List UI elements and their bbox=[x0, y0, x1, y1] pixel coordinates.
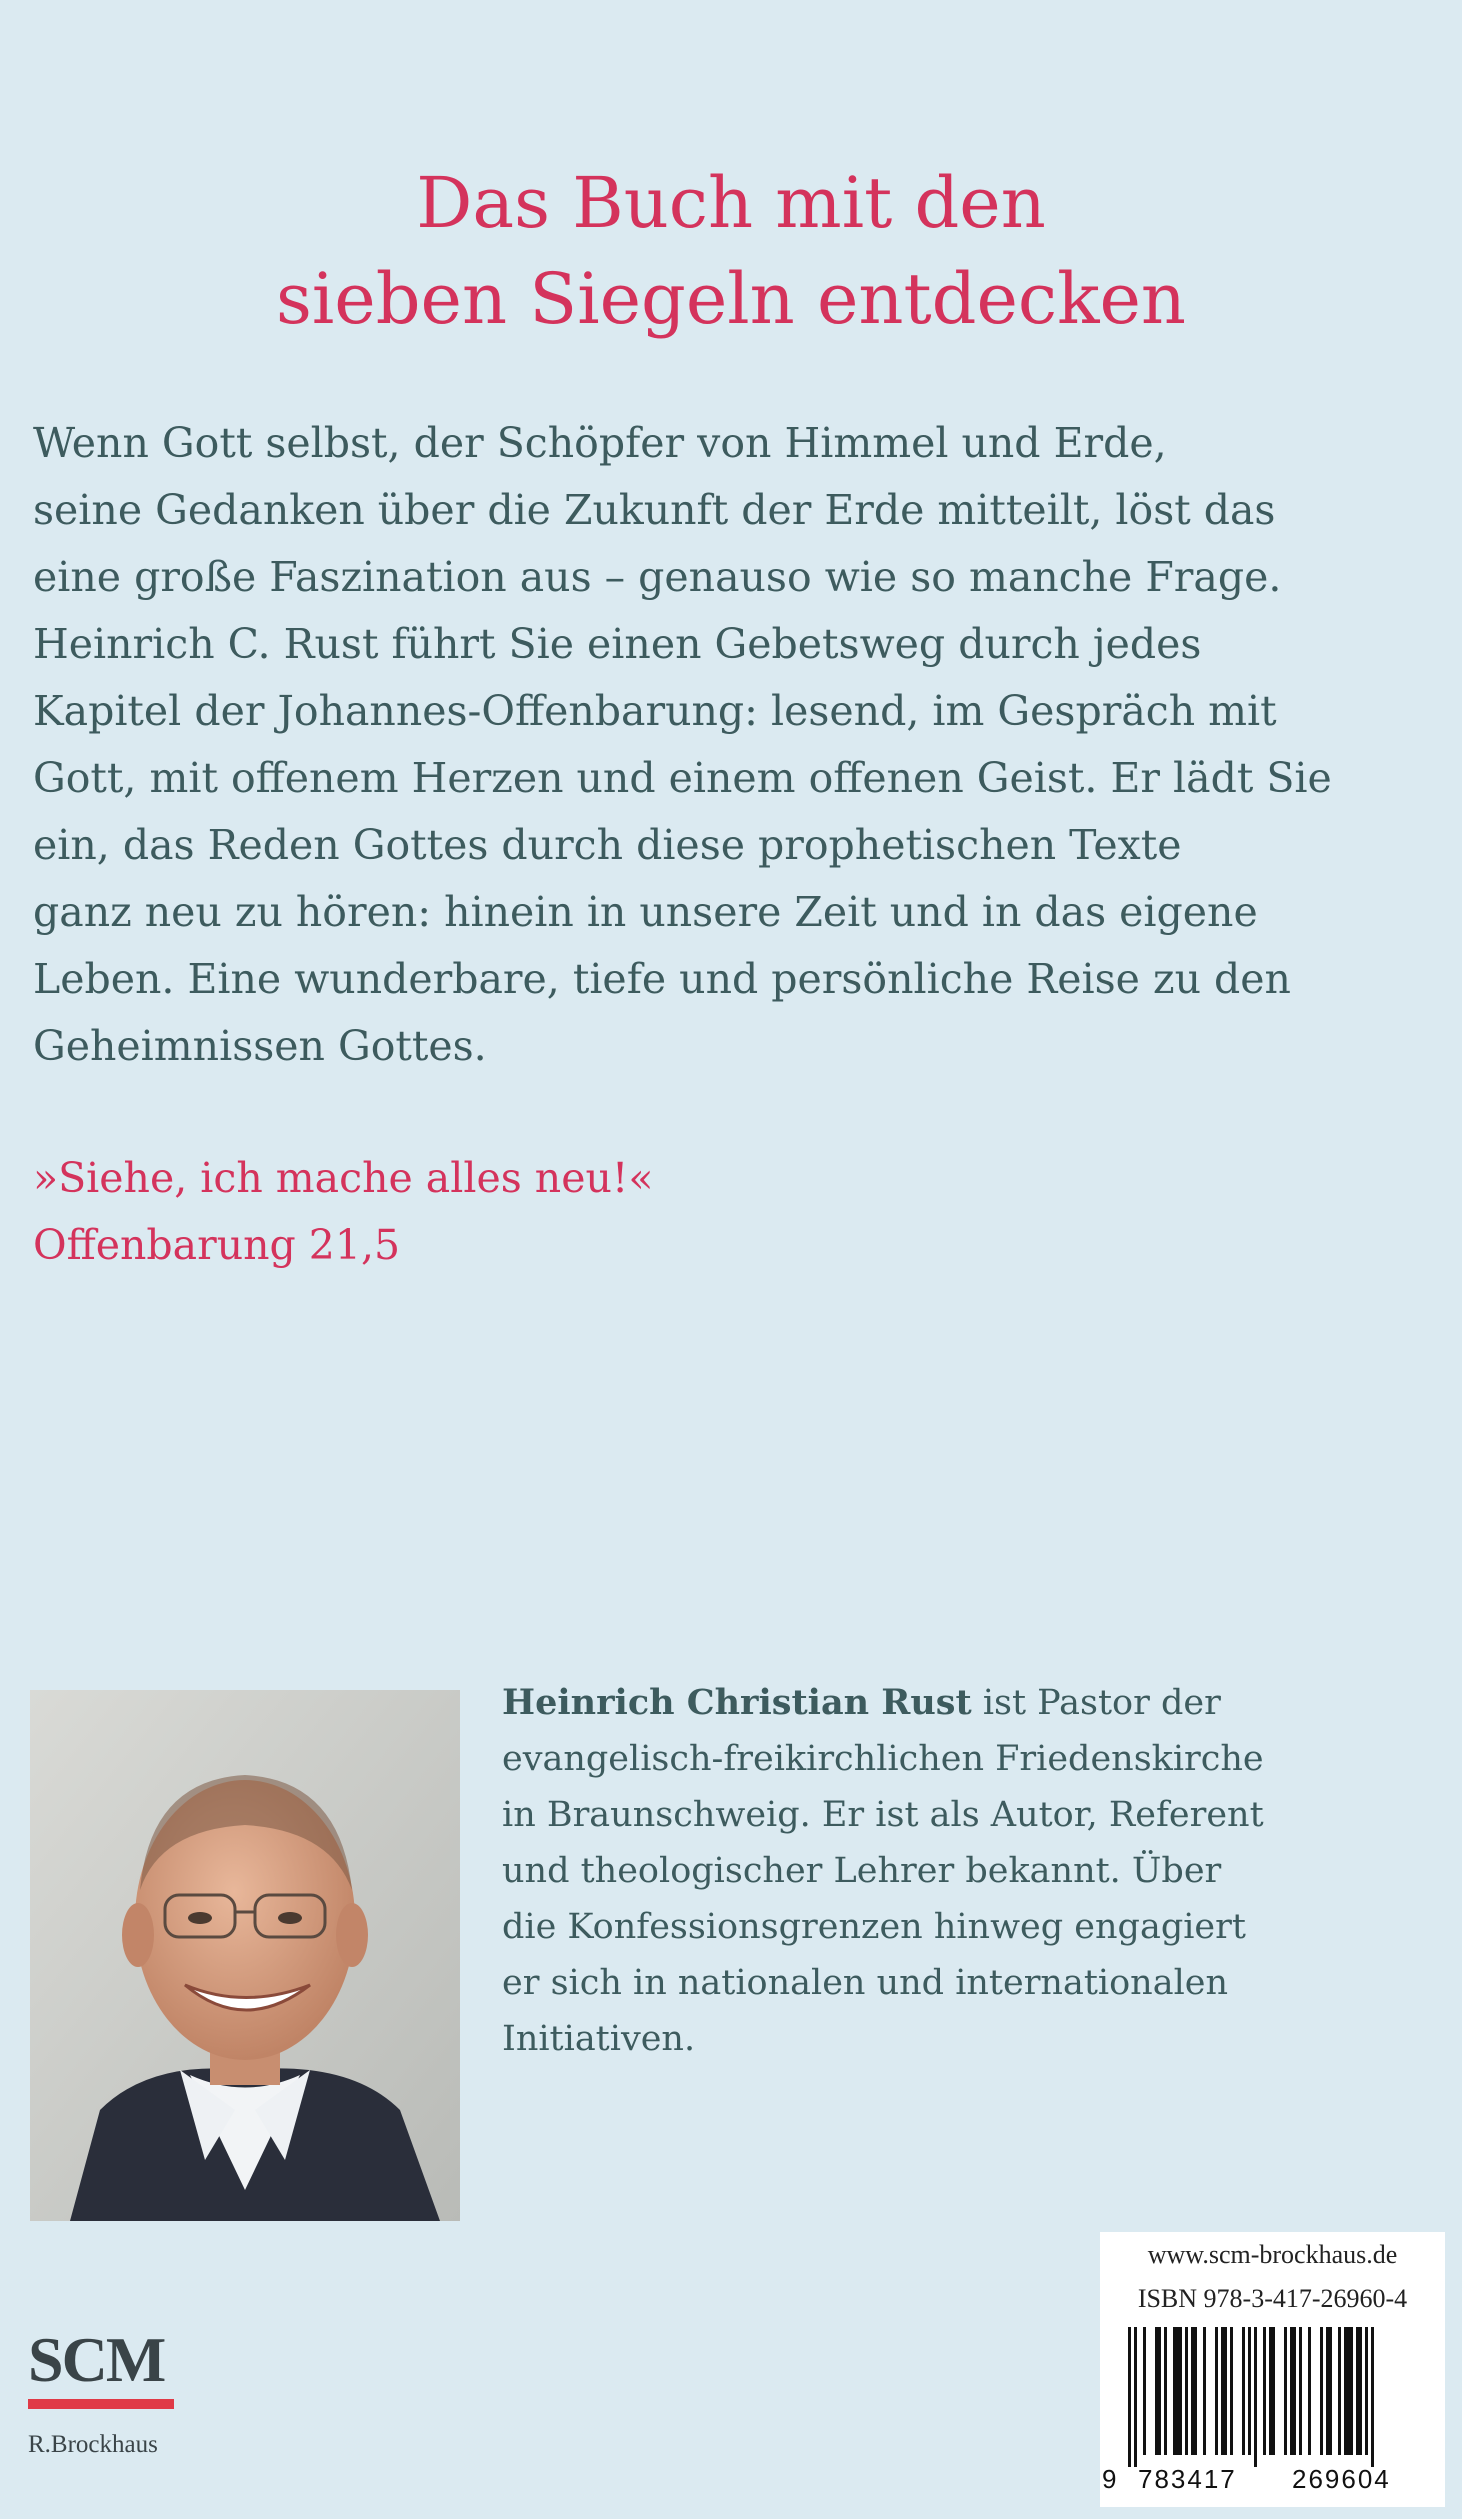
barcode-bar bbox=[1254, 2327, 1257, 2467]
book-headline bbox=[0, 155, 1462, 347]
quote-source: Offenbarung 21,5 bbox=[33, 1221, 401, 1269]
headline-line-2: sieben Siegeln entdecken bbox=[275, 258, 1187, 340]
barcode-bar bbox=[1203, 2327, 1206, 2455]
barcode-bar bbox=[1128, 2327, 1131, 2467]
publisher-logo bbox=[28, 2325, 174, 2459]
blurb-line: Wenn Gott selbst, der Schöpfer von Himmel und Erde, bbox=[33, 419, 1167, 467]
barcode-bar bbox=[1185, 2327, 1188, 2455]
bio-line: Initiativen. bbox=[502, 2019, 696, 2059]
barcode-bar bbox=[1164, 2327, 1167, 2455]
author-portrait-image bbox=[30, 1690, 460, 2221]
barcode-digit-first: 9 bbox=[1102, 2464, 1119, 2494]
barcode-bar bbox=[1242, 2327, 1245, 2455]
blurb-line: eine große Faszination aus – genauso wie so manche Frage. bbox=[33, 553, 1282, 601]
blurb-line: Geheimnissen Gottes. bbox=[33, 1022, 487, 1070]
barcode-bar bbox=[1365, 2327, 1368, 2455]
barcode-bar bbox=[1371, 2327, 1374, 2467]
bio-line: evangelisch-freikirchlichen Friedenskirche bbox=[502, 1739, 1264, 1779]
bio-line: die Konfessionsgrenzen hinweg engagiert bbox=[502, 1907, 1246, 1947]
barcode-bar bbox=[1173, 2327, 1182, 2455]
barcode-bar bbox=[1290, 2327, 1296, 2455]
logo-accent-bar bbox=[28, 2399, 174, 2409]
barcode-bar bbox=[1299, 2327, 1302, 2455]
author-bio bbox=[502, 1675, 1432, 2067]
barcode-bar bbox=[1308, 2327, 1311, 2455]
barcode-bar bbox=[1320, 2327, 1323, 2455]
blurb-line: ein, das Reden Gottes durch diese prophetischen Texte bbox=[33, 821, 1182, 869]
barcode-bar bbox=[1191, 2327, 1197, 2455]
barcode-bar bbox=[1344, 2327, 1353, 2455]
blurb-line: Heinrich C. Rust führt Sie einen Gebetsweg durch jedes bbox=[33, 620, 1202, 668]
bible-quote bbox=[33, 1145, 653, 1279]
barcode-bar bbox=[1155, 2327, 1161, 2455]
publisher-imprint: R.Brockhaus bbox=[28, 2431, 158, 2458]
barcode-bar bbox=[1248, 2327, 1251, 2455]
barcode-bar bbox=[1134, 2327, 1137, 2467]
barcode-digits-right: 269604 bbox=[1292, 2464, 1391, 2494]
barcode-bar bbox=[1230, 2327, 1233, 2455]
barcode-bar bbox=[1221, 2327, 1227, 2455]
barcode-bar bbox=[1338, 2327, 1341, 2455]
headline-line-1: Das Buch mit den bbox=[416, 162, 1046, 244]
barcode-bar bbox=[1356, 2327, 1362, 2455]
blurb-text bbox=[33, 410, 1453, 1080]
blurb-line: Kapitel der Johannes-Offenbarung: lesend, im Gespräch mit bbox=[33, 687, 1277, 735]
author-name: Heinrich Christian Rust bbox=[502, 1682, 972, 1723]
blurb-line: ganz neu zu hören: hinein in unsere Zeit und in das eigene bbox=[33, 888, 1258, 936]
blurb-line: Leben. Eine wunderbare, tiefe und persönliche Reise zu den bbox=[33, 955, 1291, 1003]
bio-line: er sich in nationalen und internationalen bbox=[502, 1963, 1229, 2003]
barcode-digits-left: 783417 bbox=[1138, 2464, 1237, 2494]
barcode-icon bbox=[1100, 2327, 1445, 2467]
barcode-bar bbox=[1143, 2327, 1146, 2455]
bio-line: in Braunschweig. Er ist als Autor, Referent bbox=[502, 1795, 1264, 1835]
author-photo bbox=[30, 1690, 460, 2221]
barcode-bar bbox=[1215, 2327, 1218, 2455]
publisher-url: www.scm-brockhaus.de bbox=[1147, 2240, 1398, 2269]
barcode-panel bbox=[1100, 2232, 1445, 2507]
blurb-line: Gott, mit offenem Herzen und einem offenen Geist. Er lädt Sie bbox=[33, 754, 1332, 802]
bio-line: und theologischer Lehrer bekannt. Über bbox=[502, 1851, 1222, 1891]
barcode-bar bbox=[1284, 2327, 1287, 2455]
barcode-bar bbox=[1269, 2327, 1275, 2455]
blurb-line: seine Gedanken über die Zukunft der Erde mitteilt, löst das bbox=[33, 486, 1276, 534]
quote-text: »Siehe, ich mache alles neu!« bbox=[33, 1154, 654, 1202]
bio-line-rest: ist Pastor der bbox=[971, 1683, 1221, 1723]
scm-logo-mark: SCM bbox=[28, 2324, 165, 2395]
barcode-bar bbox=[1263, 2327, 1266, 2455]
isbn-number: ISBN 978-3-417-26960-4 bbox=[1137, 2284, 1408, 2313]
bio-line bbox=[502, 1675, 1432, 1731]
barcode-bar bbox=[1326, 2327, 1332, 2455]
